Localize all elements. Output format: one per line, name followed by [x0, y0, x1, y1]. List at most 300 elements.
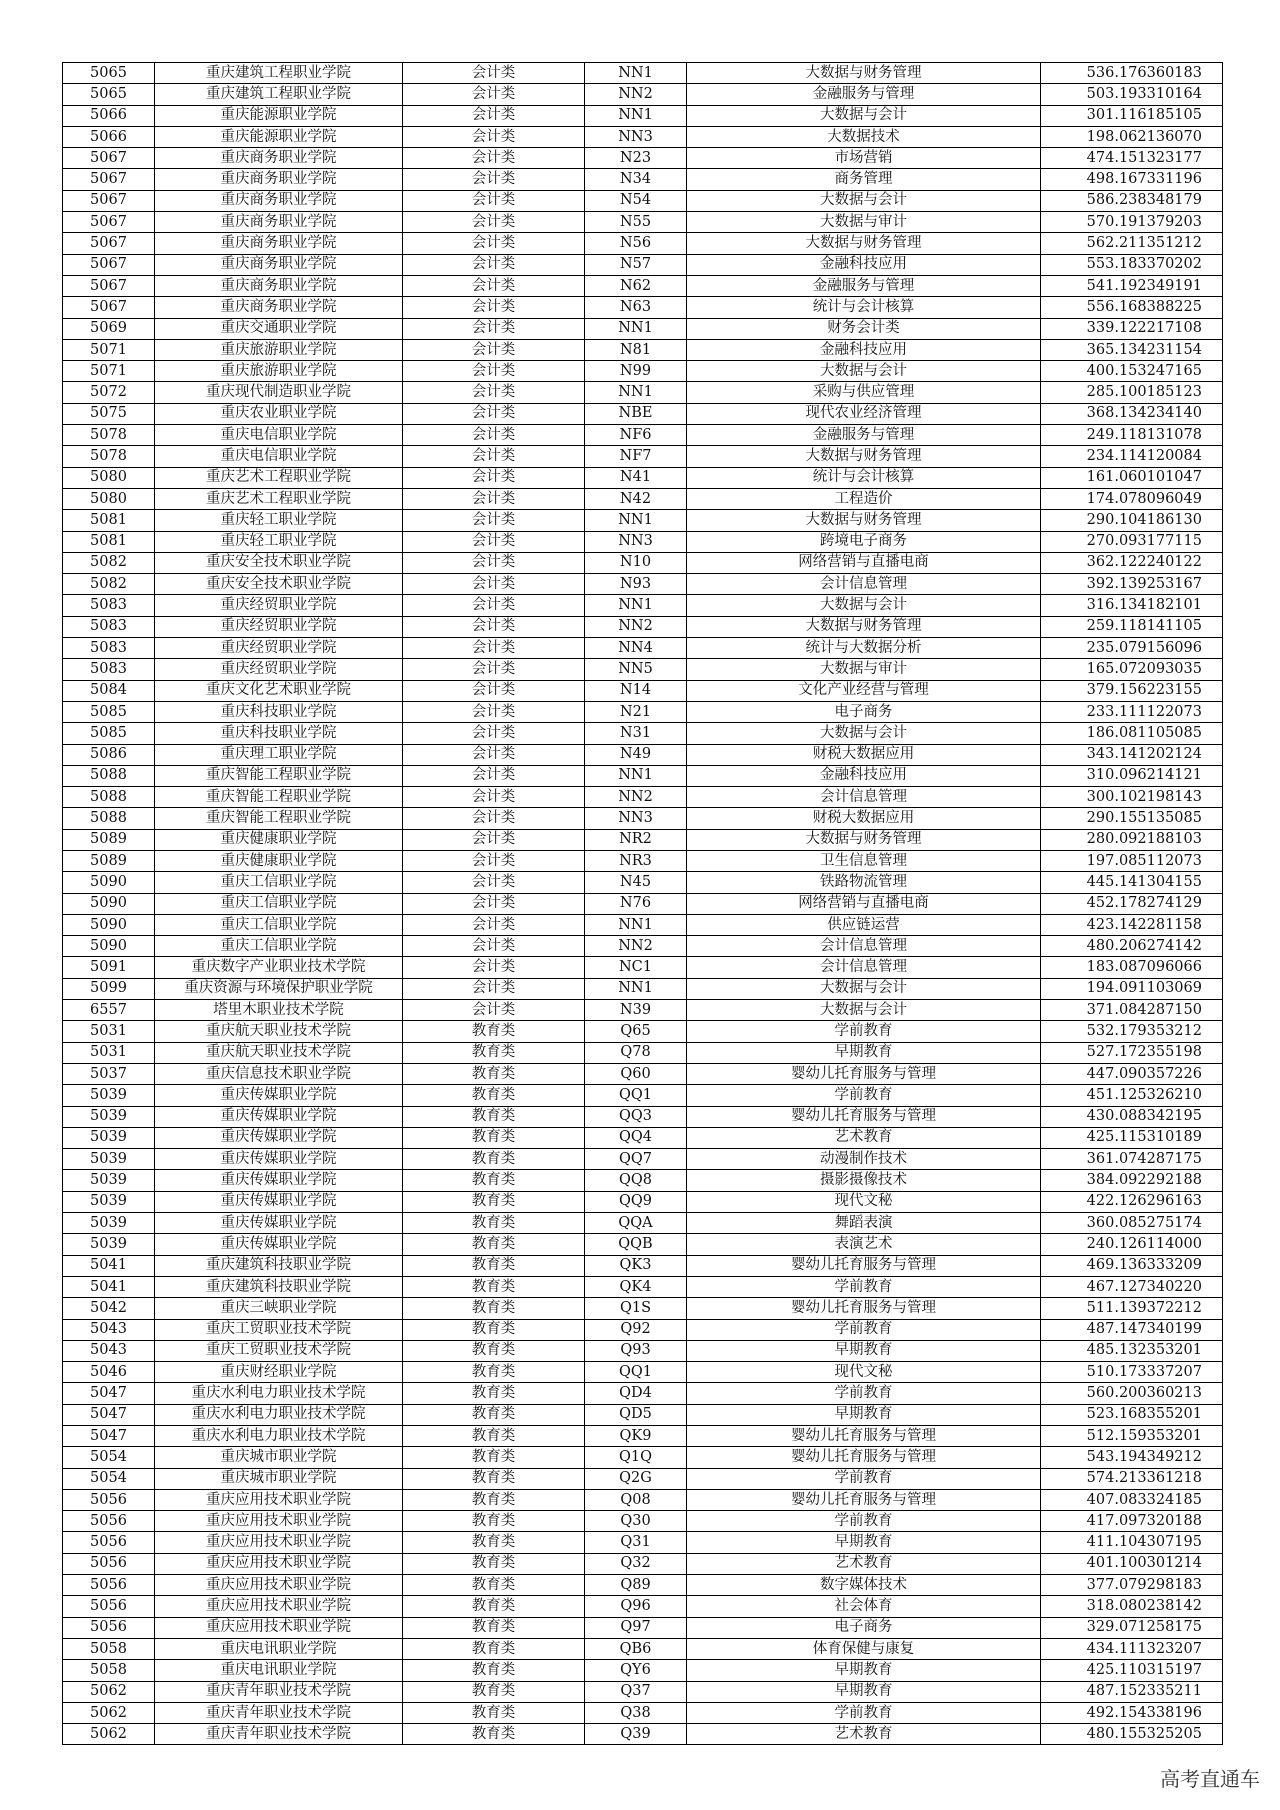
school-code-cell: 5091 [63, 957, 155, 978]
category-cell: 会计类 [403, 893, 585, 914]
school-name-cell: 重庆水利电力职业技术学院 [155, 1383, 403, 1404]
category-cell: 会计类 [403, 914, 585, 935]
category-cell: 教育类 [403, 1127, 585, 1148]
school-code-cell: 5067 [63, 169, 155, 190]
table-row [63, 531, 1223, 552]
major-name-cell: 学前教育 [687, 1702, 1041, 1723]
major-name-cell: 早期教育 [687, 1042, 1041, 1063]
major-code-cell: QQ1 [585, 1362, 687, 1383]
school-code-cell: 5056 [63, 1596, 155, 1617]
major-code-cell: N62 [585, 275, 687, 296]
school-name-cell: 重庆商务职业学院 [155, 212, 403, 233]
school-name-cell: 重庆商务职业学院 [155, 233, 403, 254]
score-cell: 379.156223155 [1041, 680, 1223, 701]
major-code-cell: QK4 [585, 1276, 687, 1297]
category-cell: 教育类 [403, 1383, 585, 1404]
school-name-cell: 重庆艺术工程职业学院 [155, 488, 403, 509]
category-cell: 教育类 [403, 1234, 585, 1255]
school-code-cell: 5065 [63, 63, 155, 84]
school-name-cell: 重庆工信职业学院 [155, 914, 403, 935]
category-cell: 教育类 [403, 1021, 585, 1042]
category-cell: 会计类 [403, 190, 585, 211]
school-code-cell: 5067 [63, 190, 155, 211]
school-code-cell: 5046 [63, 1362, 155, 1383]
major-code-cell: NN4 [585, 638, 687, 659]
table-row [63, 361, 1223, 382]
major-code-cell: N81 [585, 339, 687, 360]
score-cell: 343.141202124 [1041, 744, 1223, 765]
school-code-cell: 5056 [63, 1532, 155, 1553]
major-code-cell: Q30 [585, 1511, 687, 1532]
school-code-cell: 6557 [63, 1000, 155, 1021]
school-code-cell: 5058 [63, 1660, 155, 1681]
major-name-cell: 财税大数据应用 [687, 808, 1041, 829]
table-row [63, 1021, 1223, 1042]
school-name-cell: 重庆电信职业学院 [155, 446, 403, 467]
school-name-cell: 重庆电讯职业学院 [155, 1660, 403, 1681]
category-cell: 教育类 [403, 1042, 585, 1063]
table-row [63, 701, 1223, 722]
major-name-cell: 金融服务与管理 [687, 84, 1041, 105]
score-cell: 270.093177115 [1041, 531, 1223, 552]
category-cell: 会计类 [403, 446, 585, 467]
major-name-cell: 统计与大数据分析 [687, 638, 1041, 659]
category-cell: 教育类 [403, 1426, 585, 1447]
school-code-cell: 5062 [63, 1681, 155, 1702]
school-code-cell: 5090 [63, 936, 155, 957]
major-code-cell: Q1S [585, 1298, 687, 1319]
school-code-cell: 5078 [63, 425, 155, 446]
major-code-cell: NC1 [585, 957, 687, 978]
school-name-cell: 重庆建筑工程职业学院 [155, 63, 403, 84]
table-row [63, 1489, 1223, 1510]
major-name-cell: 金融服务与管理 [687, 275, 1041, 296]
table-row [63, 914, 1223, 935]
major-code-cell: NN2 [585, 84, 687, 105]
table-row [63, 1596, 1223, 1617]
table-row [63, 1447, 1223, 1468]
school-name-cell: 重庆工信职业学院 [155, 936, 403, 957]
category-cell: 会计类 [403, 84, 585, 105]
major-name-cell: 统计与会计核算 [687, 467, 1041, 488]
school-code-cell: 5071 [63, 339, 155, 360]
table-row [63, 233, 1223, 254]
table-row [63, 1255, 1223, 1276]
score-cell: 523.168355201 [1041, 1404, 1223, 1425]
school-name-cell: 重庆城市职业学院 [155, 1468, 403, 1489]
table-row [63, 1660, 1223, 1681]
table-row [63, 1340, 1223, 1361]
school-code-cell: 5083 [63, 638, 155, 659]
major-code-cell: NR3 [585, 850, 687, 871]
school-code-cell: 5066 [63, 126, 155, 147]
table-row [63, 1553, 1223, 1574]
table-row [63, 787, 1223, 808]
major-code-cell: N31 [585, 723, 687, 744]
table-row [63, 63, 1223, 84]
school-code-cell: 5056 [63, 1511, 155, 1532]
major-code-cell: NN1 [585, 382, 687, 403]
school-code-cell: 5056 [63, 1489, 155, 1510]
major-code-cell: Q39 [585, 1724, 687, 1745]
major-name-cell: 大数据技术 [687, 126, 1041, 147]
major-code-cell: QD5 [585, 1404, 687, 1425]
table-row [63, 105, 1223, 126]
table-row [63, 1468, 1223, 1489]
school-code-cell: 5080 [63, 467, 155, 488]
school-name-cell: 重庆健康职业学院 [155, 829, 403, 850]
major-name-cell: 现代文秘 [687, 1362, 1041, 1383]
major-code-cell: NN1 [585, 914, 687, 935]
major-name-cell: 数字媒体技术 [687, 1575, 1041, 1596]
major-code-cell: NN3 [585, 126, 687, 147]
category-cell: 会计类 [403, 616, 585, 637]
school-name-cell: 重庆商务职业学院 [155, 275, 403, 296]
score-cell: 469.136333209 [1041, 1255, 1223, 1276]
table-row [63, 169, 1223, 190]
score-cell: 503.193310164 [1041, 84, 1223, 105]
score-cell: 586.238348179 [1041, 190, 1223, 211]
table-row [63, 488, 1223, 509]
table-row [63, 1042, 1223, 1063]
school-code-cell: 5058 [63, 1638, 155, 1659]
category-cell: 教育类 [403, 1106, 585, 1127]
category-cell: 教育类 [403, 1170, 585, 1191]
score-cell: 329.071258175 [1041, 1617, 1223, 1638]
category-cell: 教育类 [403, 1596, 585, 1617]
major-name-cell: 摄影摄像技术 [687, 1170, 1041, 1191]
school-name-cell: 重庆旅游职业学院 [155, 361, 403, 382]
category-cell: 会计类 [403, 1000, 585, 1021]
score-cell: 574.213361218 [1041, 1468, 1223, 1489]
school-code-cell: 5086 [63, 744, 155, 765]
table-row [63, 1149, 1223, 1170]
major-code-cell: N54 [585, 190, 687, 211]
table-row [63, 1127, 1223, 1148]
major-name-cell: 会计信息管理 [687, 957, 1041, 978]
major-name-cell: 早期教育 [687, 1404, 1041, 1425]
category-cell: 会计类 [403, 105, 585, 126]
category-cell: 会计类 [403, 744, 585, 765]
table-row [63, 1106, 1223, 1127]
category-cell: 教育类 [403, 1319, 585, 1340]
school-name-cell: 重庆工信职业学院 [155, 872, 403, 893]
score-cell: 423.142281158 [1041, 914, 1223, 935]
major-name-cell: 大数据与财务管理 [687, 829, 1041, 850]
major-name-cell: 社会体育 [687, 1596, 1041, 1617]
score-cell: 362.122240122 [1041, 552, 1223, 573]
school-name-cell: 重庆商务职业学院 [155, 190, 403, 211]
major-name-cell: 大数据与财务管理 [687, 616, 1041, 637]
major-code-cell: NN3 [585, 808, 687, 829]
table-row [63, 574, 1223, 595]
school-code-cell: 5056 [63, 1617, 155, 1638]
score-cell: 527.172355198 [1041, 1042, 1223, 1063]
category-cell: 教育类 [403, 1553, 585, 1574]
category-cell: 会计类 [403, 723, 585, 744]
category-cell: 教育类 [403, 1724, 585, 1745]
major-name-cell: 婴幼儿托育服务与管理 [687, 1298, 1041, 1319]
school-name-cell: 重庆传媒职业学院 [155, 1170, 403, 1191]
score-cell: 186.081105085 [1041, 723, 1223, 744]
school-code-cell: 5085 [63, 723, 155, 744]
category-cell: 会计类 [403, 680, 585, 701]
school-name-cell: 重庆应用技术职业学院 [155, 1617, 403, 1638]
school-name-cell: 重庆电信职业学院 [155, 425, 403, 446]
school-name-cell: 重庆经贸职业学院 [155, 616, 403, 637]
major-name-cell: 婴幼儿托育服务与管理 [687, 1447, 1041, 1468]
category-cell: 会计类 [403, 63, 585, 84]
major-code-cell: N63 [585, 297, 687, 318]
school-name-cell: 重庆航天职业技术学院 [155, 1042, 403, 1063]
school-name-cell: 重庆文化艺术职业学院 [155, 680, 403, 701]
major-name-cell: 早期教育 [687, 1681, 1041, 1702]
major-code-cell: Q1Q [585, 1447, 687, 1468]
major-name-cell: 统计与会计核算 [687, 297, 1041, 318]
major-code-cell: N34 [585, 169, 687, 190]
score-cell: 434.111323207 [1041, 1638, 1223, 1659]
school-name-cell: 重庆水利电力职业技术学院 [155, 1404, 403, 1425]
school-code-cell: 5031 [63, 1042, 155, 1063]
major-code-cell: N99 [585, 361, 687, 382]
score-cell: 562.211351212 [1041, 233, 1223, 254]
table-row [63, 339, 1223, 360]
score-cell: 422.126296163 [1041, 1191, 1223, 1212]
category-cell: 会计类 [403, 957, 585, 978]
score-cell: 235.079156096 [1041, 638, 1223, 659]
major-name-cell: 金融科技应用 [687, 765, 1041, 786]
major-name-cell: 金融科技应用 [687, 254, 1041, 275]
category-cell: 会计类 [403, 275, 585, 296]
school-name-cell: 重庆应用技术职业学院 [155, 1596, 403, 1617]
category-cell: 教育类 [403, 1340, 585, 1361]
table-row [63, 595, 1223, 616]
major-code-cell: NBE [585, 403, 687, 424]
major-name-cell: 学前教育 [687, 1319, 1041, 1340]
major-code-cell: Q37 [585, 1681, 687, 1702]
school-name-cell: 重庆水利电力职业技术学院 [155, 1426, 403, 1447]
school-name-cell: 重庆航天职业技术学院 [155, 1021, 403, 1042]
major-name-cell: 金融服务与管理 [687, 425, 1041, 446]
major-name-cell: 大数据与会计 [687, 190, 1041, 211]
category-cell: 会计类 [403, 552, 585, 573]
table-row [63, 1638, 1223, 1659]
school-code-cell: 5067 [63, 275, 155, 296]
category-cell: 教育类 [403, 1085, 585, 1106]
school-name-cell: 重庆现代制造职业学院 [155, 382, 403, 403]
score-cell: 425.110315197 [1041, 1660, 1223, 1681]
school-name-cell: 重庆经贸职业学院 [155, 595, 403, 616]
category-cell: 会计类 [403, 467, 585, 488]
score-cell: 512.159353201 [1041, 1426, 1223, 1447]
school-name-cell: 重庆应用技术职业学院 [155, 1511, 403, 1532]
category-cell: 会计类 [403, 574, 585, 595]
score-cell: 360.085275174 [1041, 1213, 1223, 1234]
school-name-cell: 重庆轻工职业学院 [155, 531, 403, 552]
school-code-cell: 5090 [63, 872, 155, 893]
school-code-cell: 5047 [63, 1404, 155, 1425]
table-row [63, 893, 1223, 914]
major-name-cell: 艺术教育 [687, 1724, 1041, 1745]
score-cell: 492.154338196 [1041, 1702, 1223, 1723]
school-name-cell: 重庆健康职业学院 [155, 850, 403, 871]
category-cell: 会计类 [403, 808, 585, 829]
major-code-cell: Q78 [585, 1042, 687, 1063]
table-row [63, 84, 1223, 105]
major-code-cell: N45 [585, 872, 687, 893]
category-cell: 教育类 [403, 1063, 585, 1084]
school-name-cell: 重庆青年职业技术学院 [155, 1702, 403, 1723]
score-cell: 285.100185123 [1041, 382, 1223, 403]
table-row [63, 1681, 1223, 1702]
school-name-cell: 重庆传媒职业学院 [155, 1127, 403, 1148]
category-cell: 教育类 [403, 1191, 585, 1212]
school-code-cell: 5062 [63, 1724, 155, 1745]
major-name-cell: 铁路物流管理 [687, 872, 1041, 893]
major-name-cell: 大数据与会计 [687, 1000, 1041, 1021]
school-code-cell: 5081 [63, 510, 155, 531]
major-code-cell: QQ7 [585, 1149, 687, 1170]
major-code-cell: Q96 [585, 1596, 687, 1617]
major-name-cell: 金融科技应用 [687, 339, 1041, 360]
score-cell: 407.083324185 [1041, 1489, 1223, 1510]
school-code-cell: 5054 [63, 1447, 155, 1468]
school-code-cell: 5067 [63, 148, 155, 169]
major-code-cell: QQ3 [585, 1106, 687, 1127]
major-code-cell: NR2 [585, 829, 687, 850]
school-name-cell: 重庆智能工程职业学院 [155, 765, 403, 786]
major-code-cell: N49 [585, 744, 687, 765]
major-name-cell: 大数据与财务管理 [687, 233, 1041, 254]
school-name-cell: 重庆经贸职业学院 [155, 638, 403, 659]
score-cell: 487.147340199 [1041, 1319, 1223, 1340]
school-code-cell: 5039 [63, 1127, 155, 1148]
school-code-cell: 5041 [63, 1276, 155, 1297]
school-code-cell: 5088 [63, 808, 155, 829]
score-cell: 425.115310189 [1041, 1127, 1223, 1148]
school-name-cell: 重庆科技职业学院 [155, 723, 403, 744]
score-cell: 310.096214121 [1041, 765, 1223, 786]
major-name-cell: 婴幼儿托育服务与管理 [687, 1489, 1041, 1510]
major-name-cell: 文化产业经营与管理 [687, 680, 1041, 701]
school-name-cell: 重庆农业职业学院 [155, 403, 403, 424]
category-cell: 教育类 [403, 1638, 585, 1659]
category-cell: 教育类 [403, 1255, 585, 1276]
major-code-cell: QQ8 [585, 1170, 687, 1191]
school-name-cell: 重庆商务职业学院 [155, 254, 403, 275]
major-code-cell: NN2 [585, 936, 687, 957]
major-code-cell: NN1 [585, 105, 687, 126]
score-cell: 392.139253167 [1041, 574, 1223, 595]
score-cell: 480.155325205 [1041, 1724, 1223, 1745]
school-code-cell: 5039 [63, 1170, 155, 1191]
table-row [63, 1575, 1223, 1596]
school-code-cell: 5088 [63, 787, 155, 808]
table-row [63, 1085, 1223, 1106]
major-name-cell: 学前教育 [687, 1021, 1041, 1042]
major-name-cell: 供应链运营 [687, 914, 1041, 935]
school-code-cell: 5081 [63, 531, 155, 552]
table-row [63, 1511, 1223, 1532]
major-code-cell: Q38 [585, 1702, 687, 1723]
major-code-cell: QQ4 [585, 1127, 687, 1148]
school-name-cell: 重庆智能工程职业学院 [155, 787, 403, 808]
category-cell: 教育类 [403, 1617, 585, 1638]
school-code-cell: 5047 [63, 1426, 155, 1447]
table-row [63, 1383, 1223, 1404]
school-name-cell: 重庆应用技术职业学院 [155, 1489, 403, 1510]
school-name-cell: 重庆资源与环境保护职业学院 [155, 978, 403, 999]
school-name-cell: 塔里木职业技术学院 [155, 1000, 403, 1021]
category-cell: 会计类 [403, 659, 585, 680]
major-code-cell: QK3 [585, 1255, 687, 1276]
major-code-cell: Q97 [585, 1617, 687, 1638]
school-code-cell: 5066 [63, 105, 155, 126]
category-cell: 教育类 [403, 1511, 585, 1532]
school-code-cell: 5039 [63, 1149, 155, 1170]
score-cell: 536.176360183 [1041, 63, 1223, 84]
category-cell: 教育类 [403, 1298, 585, 1319]
school-name-cell: 重庆电讯职业学院 [155, 1638, 403, 1659]
table-row [63, 297, 1223, 318]
school-name-cell: 重庆工贸职业技术学院 [155, 1340, 403, 1361]
table-row [63, 126, 1223, 147]
table-row [63, 425, 1223, 446]
major-code-cell: QQ1 [585, 1085, 687, 1106]
major-code-cell: Q60 [585, 1063, 687, 1084]
major-code-cell: NN1 [585, 765, 687, 786]
major-code-cell: NN1 [585, 595, 687, 616]
major-name-cell: 学前教育 [687, 1468, 1041, 1489]
score-cell: 198.062136070 [1041, 126, 1223, 147]
category-cell: 会计类 [403, 510, 585, 531]
major-code-cell: Q31 [585, 1532, 687, 1553]
score-cell: 430.088342195 [1041, 1106, 1223, 1127]
score-cell: 174.078096049 [1041, 488, 1223, 509]
table-row [63, 680, 1223, 701]
table-row [63, 446, 1223, 467]
major-code-cell: Q65 [585, 1021, 687, 1042]
major-code-cell: N57 [585, 254, 687, 275]
school-code-cell: 5090 [63, 893, 155, 914]
category-cell: 会计类 [403, 361, 585, 382]
table-row [63, 403, 1223, 424]
major-code-cell: N21 [585, 701, 687, 722]
table-row [63, 467, 1223, 488]
school-code-cell: 5054 [63, 1468, 155, 1489]
table-row [63, 1532, 1223, 1553]
category-cell: 教育类 [403, 1362, 585, 1383]
table-body [63, 63, 1223, 1745]
table-row [63, 808, 1223, 829]
score-cell: 498.167331196 [1041, 169, 1223, 190]
table-row [63, 978, 1223, 999]
school-name-cell: 重庆传媒职业学院 [155, 1085, 403, 1106]
table-row [63, 744, 1223, 765]
table-row [63, 872, 1223, 893]
major-name-cell: 会计信息管理 [687, 787, 1041, 808]
major-name-cell: 早期教育 [687, 1660, 1041, 1681]
score-cell: 474.151323177 [1041, 148, 1223, 169]
major-name-cell: 跨境电子商务 [687, 531, 1041, 552]
table-row [63, 1426, 1223, 1447]
school-name-cell: 重庆经贸职业学院 [155, 659, 403, 680]
major-code-cell: N41 [585, 467, 687, 488]
score-cell: 259.118141105 [1041, 616, 1223, 637]
table-row [63, 552, 1223, 573]
score-cell: 249.118131078 [1041, 425, 1223, 446]
school-name-cell: 重庆建筑工程职业学院 [155, 84, 403, 105]
